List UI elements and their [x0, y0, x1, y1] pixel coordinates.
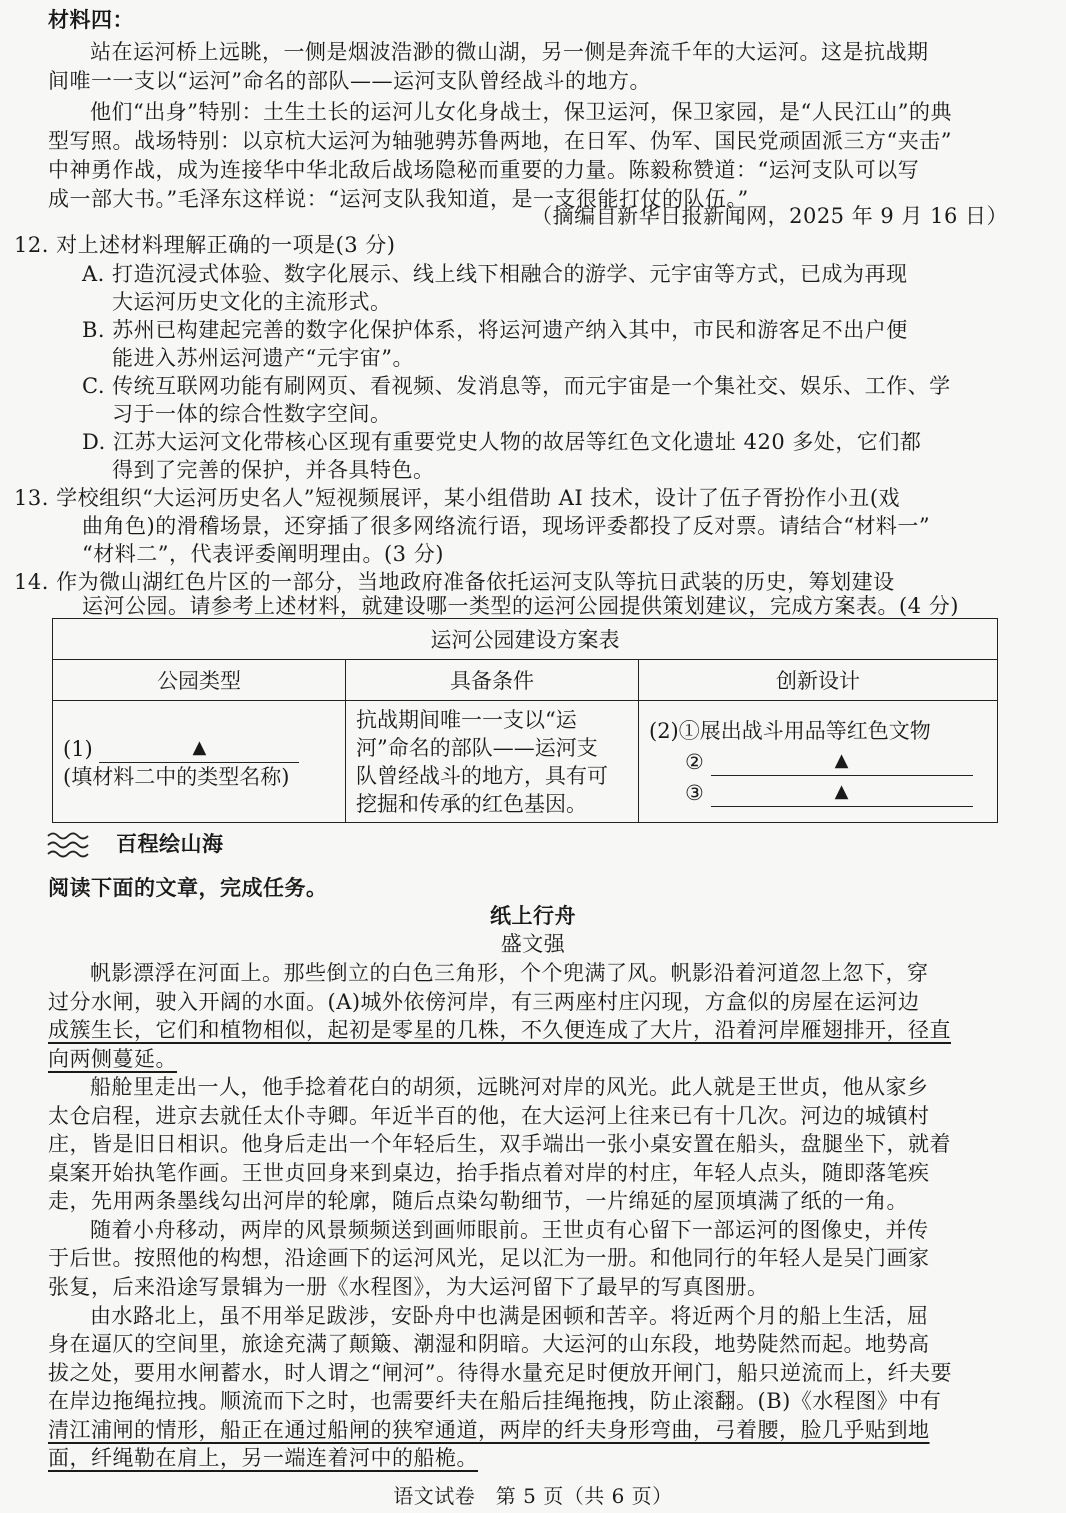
paragraph-line: 他们“出身”特别：土生土长的运河儿女化身战士，保卫运河，保卫家园，是“人民江山”的典 [90, 100, 952, 124]
section-instruction: 阅读下面的文章，完成任务。 [48, 875, 328, 900]
underlined-line: 清江浦闸的情形，船正在通过船闸的狭窄通道，两岸的纤夫身形弯曲，弓着腰，脸几乎贴到地 [48, 1418, 930, 1442]
conditions-line: 挖掘和传承的红色基因。 [356, 791, 587, 816]
conditions-cell [346, 701, 639, 823]
article-title: 纸上行舟 [490, 903, 576, 928]
table-header: 公园类型 [53, 660, 346, 701]
triangle-icon: ▲ [834, 780, 849, 802]
paragraph-line: 于后世。按照他的构想，沿途画下的运河风光，足以汇为一册。和他同行的年轻人是吴门画家 [48, 1246, 930, 1270]
paragraph-line: 间唯一一支以“运河”命名的部队——运河支队曾经战斗的地方。 [48, 69, 651, 93]
paragraph-line: 桌案开始执笔作画。王世贞回身来到桌边，抬手指点着对岸的村庄，年轻人点头，随即落笔疾 [48, 1161, 930, 1185]
option-c: 习于一体的综合性数字空间。 [112, 402, 392, 426]
innovation-cell [639, 701, 998, 823]
paragraph-line: 站在运河桥上远眺，一侧是烟波浩渺的微山湖，另一侧是奔流千年的大运河。这是抗战期 [90, 40, 929, 64]
conditions-line: 抗战期间唯一一支以“运 [356, 707, 577, 732]
innovation-item-2: ② [685, 749, 704, 774]
paragraph-line: 在岸边拖绳拉拽。顺流而下之时，也需要纤夫在船后挂绳拖拽，防止滚翻。(B)《水程图》中有 [48, 1389, 942, 1413]
paragraph-line: 太仓启程，进京去就任太仆寺卿。年近半百的他，在大运河上往来已有十几次。河边的城镇村 [48, 1104, 930, 1128]
option-a: A. 打造沉浸式体验、数字化展示、线上线下相融合的游学、元宇宙等方式，已成为再现 [82, 262, 908, 286]
wave-icon [46, 830, 94, 860]
paragraph-line: 随着小舟移动，两岸的风景频频送到画师眼前。王世贞有心留下一部运河的图像史，并传 [90, 1218, 929, 1242]
plan-table [52, 618, 998, 823]
option-d: D. 江苏大运河文化带核心区现有重要党史人物的故居等红色文化遗址 420 多处，它们都 [82, 430, 922, 454]
paragraph-line: 拔之处，要用水闸蓄水，时人谓之“闸河”。待得水量充足时便放开闸门，船只逆流而上，纤夫要 [48, 1361, 952, 1385]
table-title: 运河公园建设方案表 [53, 619, 998, 660]
conditions-line: 河”命名的部队——运河支 [356, 735, 598, 760]
page-footer: 语文试卷 第 5 页（共 6 页） [393, 1484, 673, 1508]
paragraph-line: 张复，后来沿途写景辑为一册《水程图》，为大运河留下了最早的写真图册。 [48, 1275, 769, 1299]
question-13: 13. 学校组织“大运河历史名人”短视频展评，某小组借助 AI 技术，设计了伍子胥扮作小丑(戏 [14, 486, 901, 510]
option-d: 得到了完善的保护，并各具特色。 [112, 458, 435, 482]
conditions-line: 队曾经战斗的地方，具有可 [356, 763, 608, 788]
answer-blank-1[interactable] [99, 732, 299, 763]
underlined-line: 向两侧蔓延。 [48, 1047, 177, 1071]
question-13: 曲角色)的滑稽场景，还穿插了很多网络流行语，现场评委都投了反对票。请结合“材料一” [82, 514, 931, 538]
underlined-line: 成簇生长，它们和植物相似，起初是零星的几株，不久便连成了大片，沿着河岸雁翅排开，径直 [48, 1018, 951, 1042]
paragraph-line: 走，先用两条墨线勾出河岸的轮廓，随后点染勾勒细节，一片绵延的屋顶填满了纸的一角。 [48, 1189, 908, 1213]
paragraph-line: 型写照。战场特别：以京杭大运河为轴驰骋苏鲁两地，在日军、伪军、国民党顽固派三方“夹击” [48, 129, 952, 153]
park-type-cell [53, 701, 346, 823]
triangle-icon: ▲ [192, 737, 207, 758]
article-author: 盛文强 [500, 932, 566, 956]
underlined-line: 面，纤绳勒在肩上，另一端连着河中的船桅。 [48, 1446, 478, 1470]
paragraph-line: 身在逼仄的空间里，旅途充满了颠簸、潮湿和阴暗。大运河的山东段，地势陡然而起。地势高 [48, 1332, 930, 1356]
paragraph-line: 成一部大书。”毛泽东这样说：“运河支队我知道，是一支很能打仗的队伍。” [48, 187, 749, 211]
triangle-icon: ▲ [834, 749, 849, 771]
section-title: 百程绘山海 [116, 831, 224, 856]
innovation-item-3: ③ [685, 780, 704, 805]
paragraph-line: 由水路北上，虽不用举足跋涉，安卧舟中也满是困顿和苦辛。将近两个月的船上生活，屈 [90, 1304, 929, 1328]
option-c: C. 传统互联网功能有刷网页、看视频、发消息等，而元宇宙是一个集社交、娱乐、工作、学 [82, 374, 951, 398]
paragraph-line: 帆影漂浮在河面上。那些倒立的白色三角形，个个兜满了风。帆影沿着河道忽上忽下，穿 [90, 961, 929, 985]
option-b: B. 苏州已构建起完善的数字化保护体系，将运河遗产纳入其中，市民和游客足不出户便 [82, 318, 908, 342]
fill-hint: (填材料二中的类型名称) [63, 765, 290, 789]
answer-blank-2[interactable] [711, 745, 973, 776]
paragraph-line: 中神勇作战，成为连接华中华北敌后战场隐秘而重要的力量。陈毅称赞道：“运河支队可以写 [48, 158, 920, 182]
item-number: (1) [63, 737, 93, 761]
paragraph-line: 船舱里走出一人，他手捻着花白的胡须，远眺河对岸的风光。此人就是王世贞，他从家乡 [90, 1075, 929, 1099]
question-14: 14. 作为微山湖红色片区的一部分，当地政府准备依托运河支队等抗日武装的历史，筹划建设 [14, 570, 895, 594]
question-14: 运河公园。请参考上述材料，就建设哪一类型的运河公园提供策划建议，完成方案表。(4 分) [82, 594, 959, 618]
material-heading: 材料四： [48, 7, 134, 32]
innovation-item-1: (2)①展出战斗用品等红色文物 [649, 718, 931, 743]
table-header: 创新设计 [639, 660, 998, 701]
paragraph-line: 庄，皆是旧日相识。他身后走出一个年轻后生，双手端出一张小桌安置在船头，盘腿坐下，就着 [48, 1132, 951, 1156]
paragraph-line: 过分水闸，驶入开阔的水面。(A)城外依傍河岸，有三两座村庄闪现，方盒似的房屋在运河边 [48, 990, 920, 1014]
option-b: 能进入苏州运河遗产“元宇宙”。 [112, 346, 414, 370]
source-note: （摘编自新华日报新闻网，2025 年 9 月 16 日） [531, 204, 1008, 228]
question-13: “材料二”，代表评委阐明理由。(3 分) [82, 542, 444, 566]
question-12-stem: 12. 对上述材料理解正确的一项是(3 分) [14, 233, 396, 257]
answer-blank-3[interactable] [711, 776, 973, 807]
option-a: 大运河历史文化的主流形式。 [112, 290, 392, 314]
table-header: 具备条件 [346, 660, 639, 701]
